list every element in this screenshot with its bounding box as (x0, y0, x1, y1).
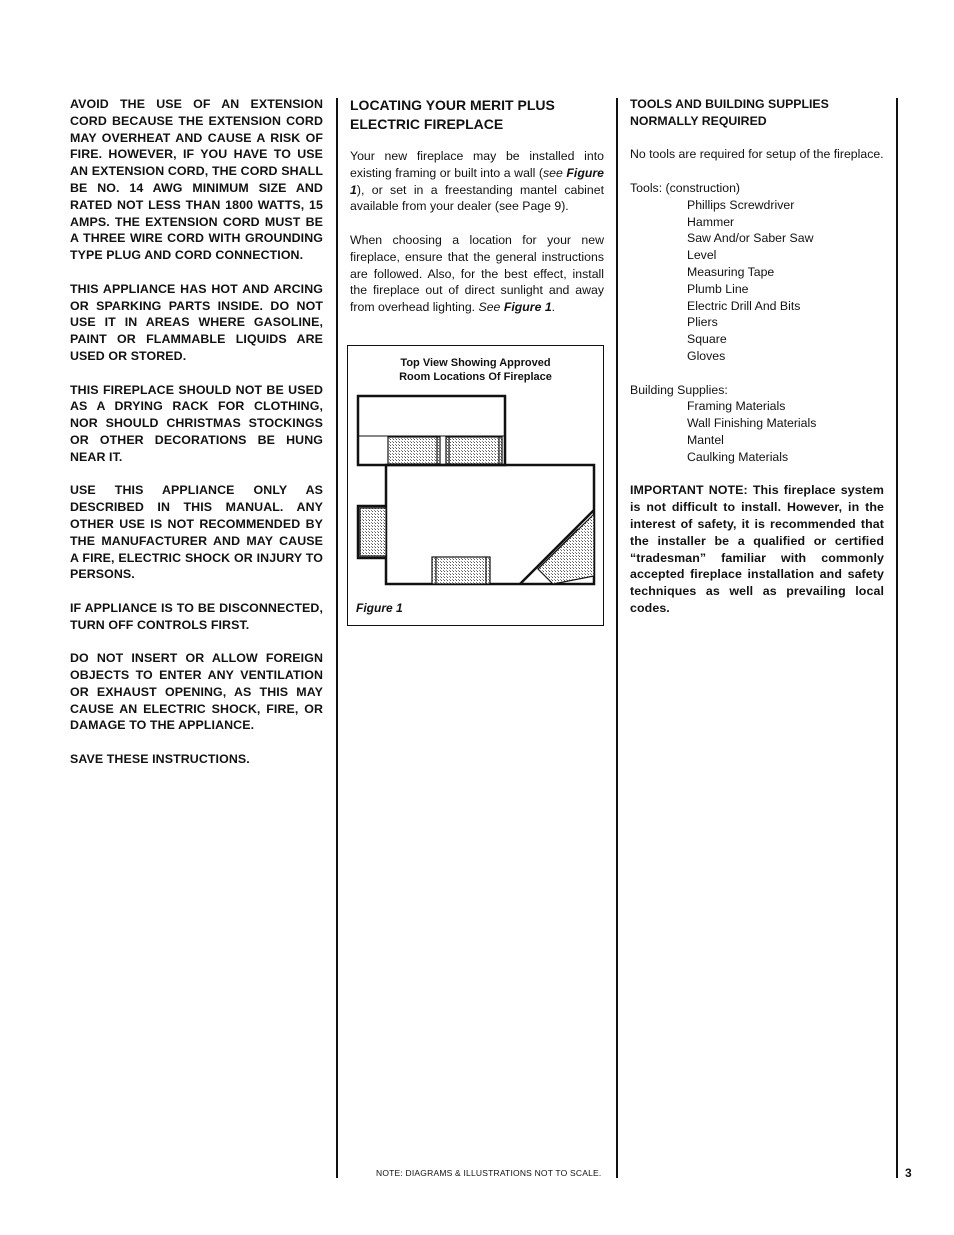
list-item: Framing Materials (687, 399, 786, 414)
room-layout-diagram (348, 346, 605, 627)
list-item: Electric Drill And Bits (687, 298, 801, 313)
locating-column (350, 96, 604, 333)
list-item: Level (687, 248, 717, 263)
fireplace-bottom-wall (432, 557, 490, 584)
fireplace-upper-left (388, 437, 440, 464)
figure-1 (347, 345, 604, 626)
important-note: IMPORTANT NOTE: This fireplace system is not difficult to install. However, in the interest of safety, it is recommended that the installer be a qualified or certified “tradesman” familiar with commonly accepted fireplace installation and safety techniques as well as prevailing local codes. (630, 483, 884, 615)
scale-note: NOTE: DIAGRAMS & ILLUSTRATIONS NOT TO SCALE. (376, 1168, 602, 1178)
list-item: Square (687, 332, 727, 347)
warning-intended-use: USE THIS APPLIANCE ONLY AS DESCRIBED IN THIS MANUAL. ANY OTHER USE IS NOT RECOMMENDED BY THE MANUFACTURER AND MAY CAUSE A FIRE, ELECTRIC SHOCK OR INJURY TO PERSONS. (70, 483, 323, 582)
warning-disconnect: IF APPLIANCE IS TO BE DISCONNECTED, TURN OFF CONTROLS FIRST. (70, 600, 323, 632)
warning-extension-cord: AVOID THE USE OF AN EXTENSION CORD BECAUSE THE EXTENSION CORD MAY OVERHEAT AND CAUSE A RISK OF FIRE. HOWEVER, IF YOU HAVE TO USE AN EXTENSION CORD, THE CORD SHALL BE NO. 14 AWG MINIMUM SIZE AND RATED NOT LESS THAN 1800 WATTS, 15 AMPS. THE EXTENSION CORD MUST BE A THREE WIRE CORD WITH GROUNDING TYPE PLUG AND CORD CONNECTION. (70, 97, 323, 263)
list-item: Mantel (687, 432, 724, 447)
column-divider-2 (616, 98, 618, 1178)
locating-paragraph-2: When choosing a location for your new fireplace, ensure that the general instructions are followed. Also, for the best effect, install the fireplace out of direct sunlight and away from overhead lighting. See Figure 1. (350, 232, 604, 315)
fireplace-upper-right (446, 437, 502, 464)
tools-heading: TOOLS AND BUILDING SUPPLIES NORMALLY REQUIRED (630, 97, 829, 128)
warning-arcing-parts: THIS APPLIANCE HAS HOT AND ARCING OR SPARKING PARTS INSIDE. DO NOT USE IT IN AREAS WHERE GASOLINE, PAINT OR FLAMMABLE LIQUIDS ARE USED OR STORED. (70, 281, 323, 363)
page-number: 3 (905, 1166, 912, 1180)
fireplace-corner (538, 514, 594, 584)
warning-drying-rack: THIS FIREPLACE SHOULD NOT BE USED AS A DRYING RACK FOR CLOTHING, NOR SHOULD CHRISTMAS STOCKINGS OR OTHER DECORATIONS BE HUNG NEAR IT. (70, 382, 323, 464)
tools-column (630, 96, 884, 634)
list-item: Pliers (687, 315, 718, 330)
list-item: Caulking Materials (687, 449, 789, 464)
tools-list (630, 197, 884, 365)
list-item: Wall Finishing Materials (687, 416, 817, 431)
locating-paragraph-1: Your new fireplace may be installed into existing framing or built into a wall (see Figure 1), or set in a freestanding mantel cabinet available from your dealer (see Page 9). (350, 149, 604, 214)
warnings-column (70, 96, 323, 785)
list-item: Saw And/or Saber Saw (687, 231, 814, 246)
supplies-list (630, 398, 884, 465)
list-item: Phillips Screwdriver (687, 197, 795, 212)
supplies-label: Building Supplies: (630, 382, 728, 397)
locating-heading: LOCATING YOUR MERIT PLUS ELECTRIC FIREPLACE (350, 97, 555, 132)
fireplace-left-wall (360, 508, 386, 556)
list-item: Plumb Line (687, 281, 749, 296)
list-item: Gloves (687, 348, 726, 363)
column-divider-1 (336, 98, 338, 1178)
list-item: Measuring Tape (687, 264, 775, 279)
save-instructions: SAVE THESE INSTRUCTIONS. (70, 752, 250, 767)
figure-caption: Figure 1 (356, 601, 403, 615)
tools-label: Tools: (construction) (630, 180, 741, 195)
tools-intro: No tools are required for setup of the fireplace. (630, 147, 884, 162)
list-item: Hammer (687, 214, 735, 229)
figure-title: Top View Showing Approved Room Locations Of Fireplace (399, 357, 552, 383)
column-divider-3 (896, 98, 898, 1178)
warning-foreign-objects: DO NOT INSERT OR ALLOW FOREIGN OBJECTS TO ENTER ANY VENTILATION OR EXHAUST OPENING, AS THIS MAY CAUSE AN ELECTRIC SHOCK, FIRE, OR DAMAGE TO THE APPLIANCE. (70, 651, 323, 733)
